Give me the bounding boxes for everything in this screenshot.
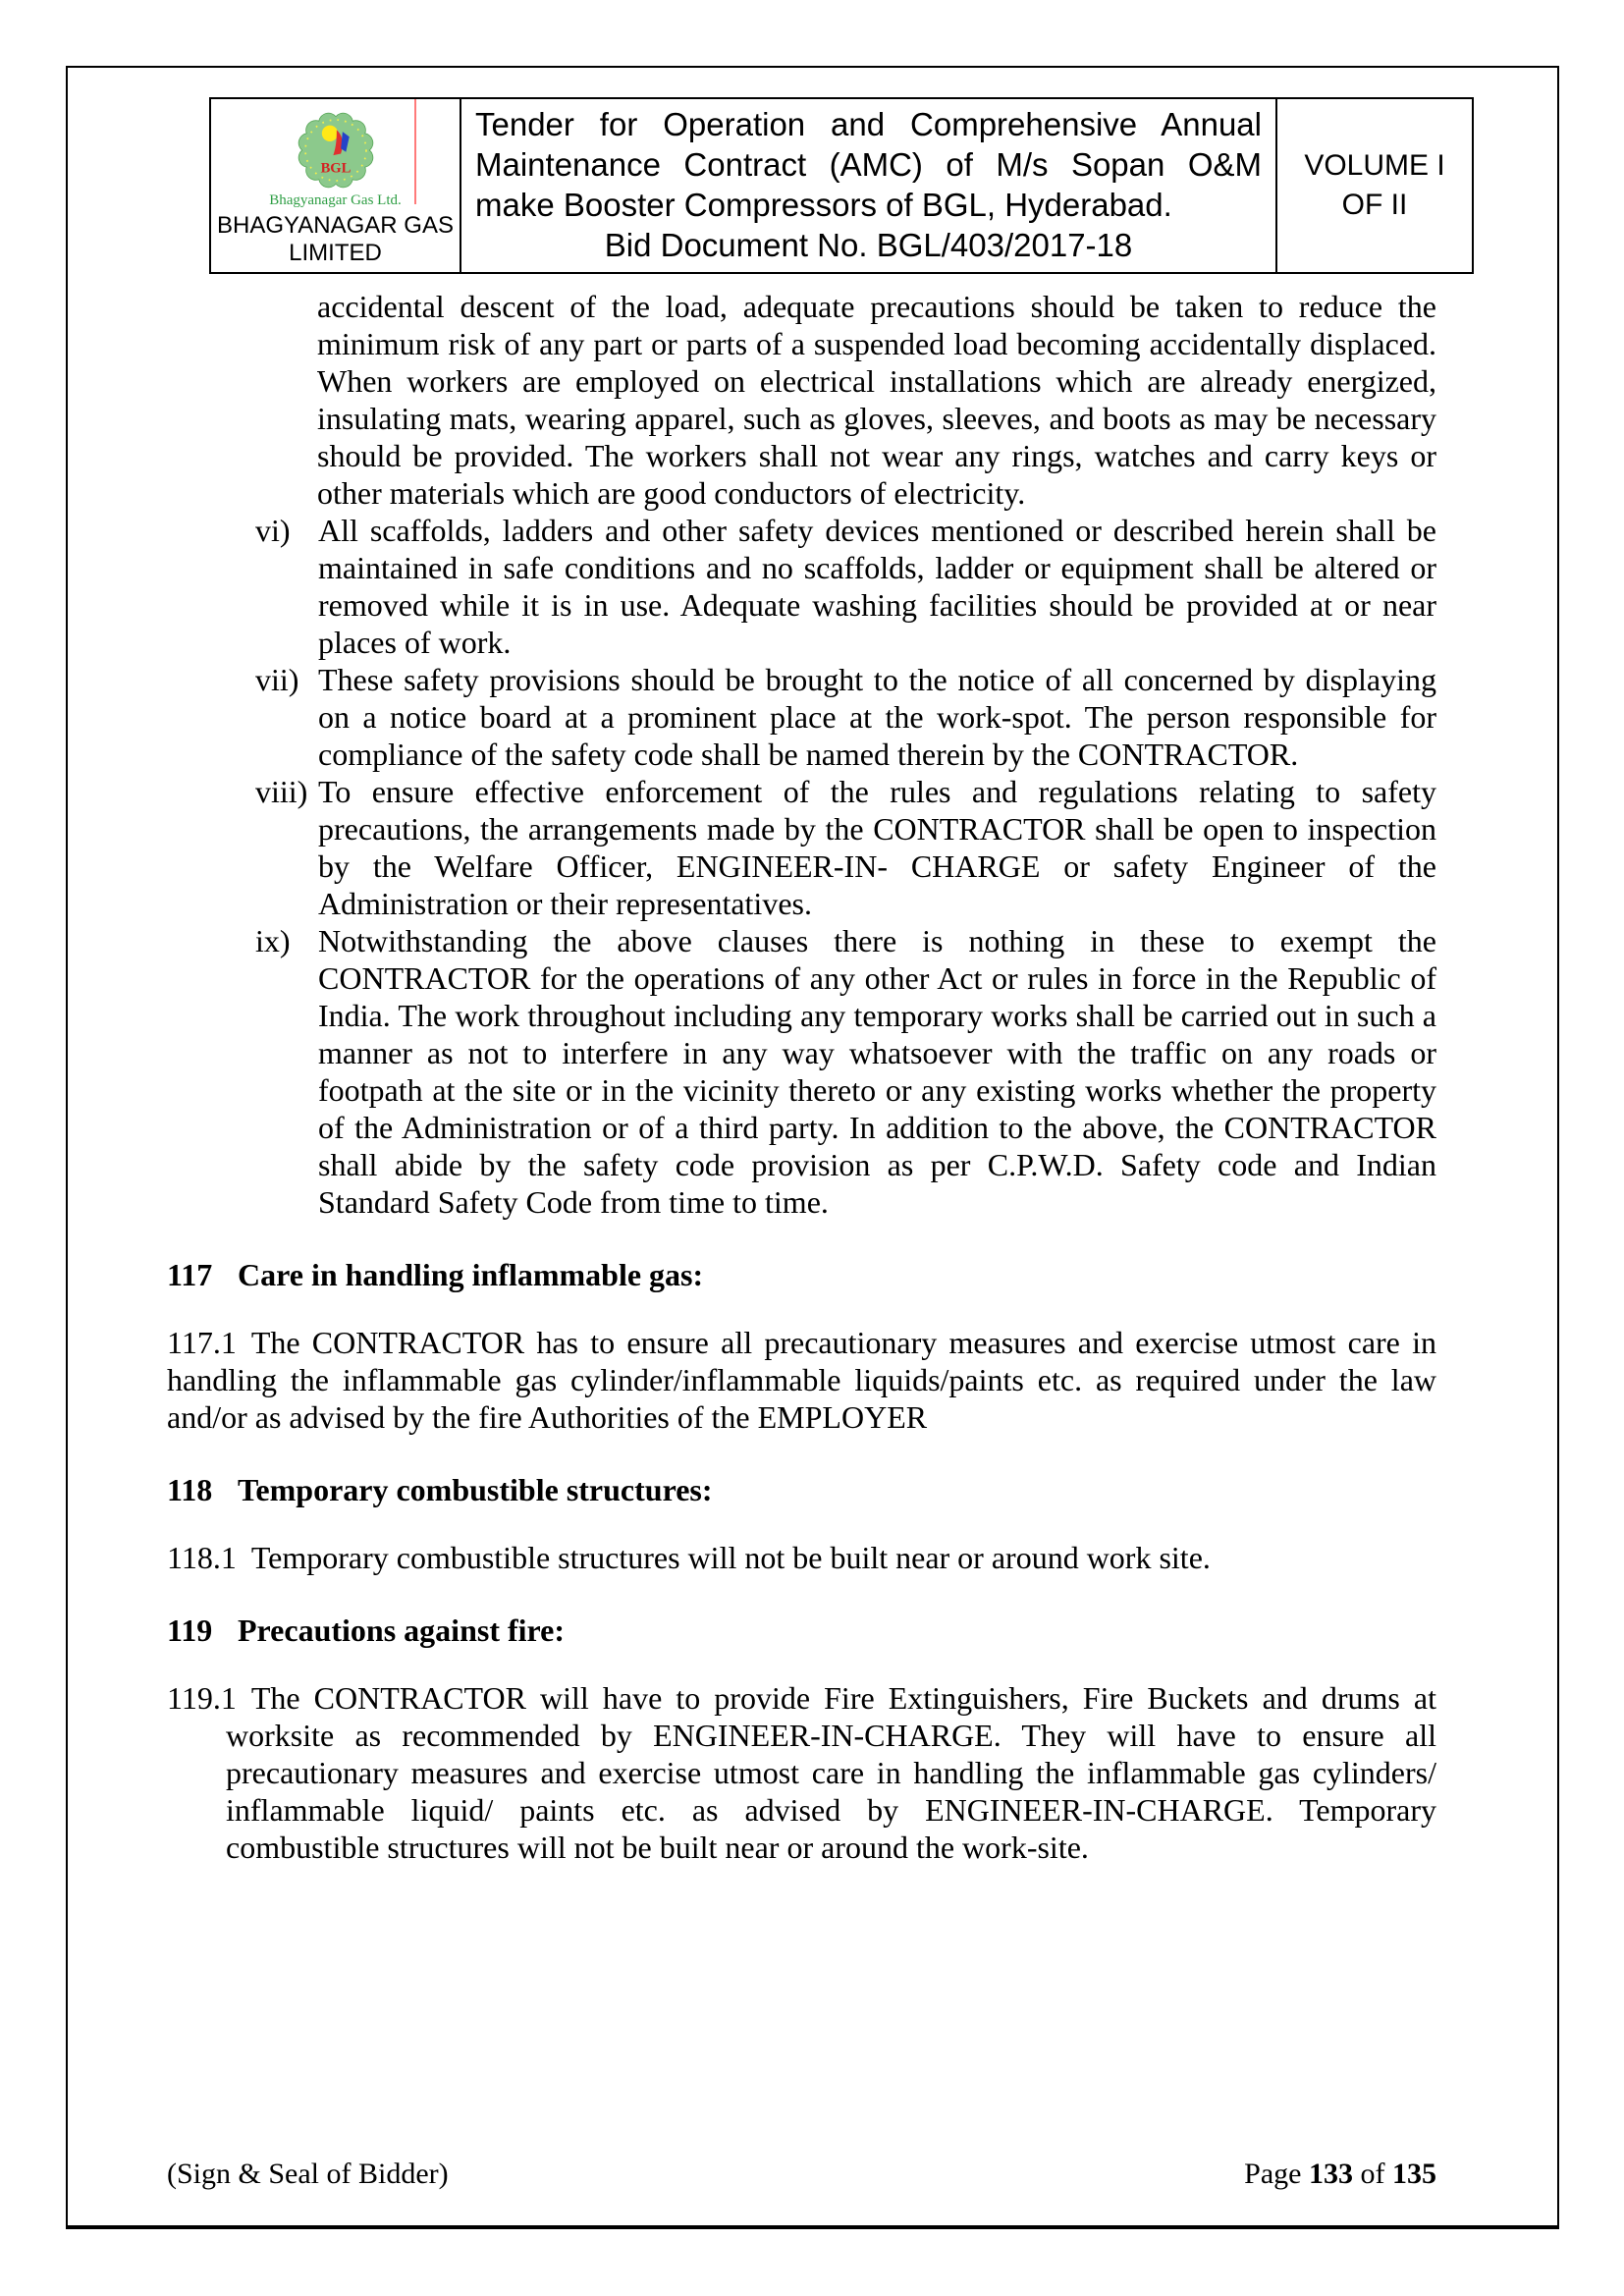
- header-logo-cell: [211, 99, 461, 272]
- header-title-cell: [461, 99, 1275, 272]
- header-table: [209, 97, 1474, 274]
- list-number: viii): [255, 774, 308, 809]
- clause-number: 117.1: [167, 1325, 237, 1360]
- clause-number: 118.1: [167, 1540, 237, 1575]
- document-body: [167, 288, 1436, 1866]
- page-number: [1244, 2157, 1436, 2192]
- tender-title-line: make Booster Compressors of BGL, Hyderabad.: [475, 187, 1172, 223]
- logo-monogram: BGL: [320, 160, 351, 177]
- list-number: ix): [255, 923, 291, 958]
- clause-119-1: [167, 1679, 1436, 1866]
- section-title: Care in handling inflammable gas:: [238, 1257, 704, 1292]
- clause-text: The CONTRACTOR has to ensure all precautionary measures and exercise utmost care in handling the inflammable gas cylinder/inflammable liquids/paints etc. as required under the law and/or as advised by the fire Authorities of the EMPLOYER: [167, 1325, 1436, 1435]
- section-heading-119: [167, 1612, 1436, 1649]
- clause-text: The CONTRACTOR will have to provide Fire Extinguishers, Fire Buckets and drums at worksite as recommended by ENGINEER-IN-CHARGE. They will have to ensure all precautionary measures and exercise utmost care in handling the inflammable gas cylinders/ inflammable liquid/ paints etc. as advised by ENGINEER-IN-CHARGE. Temporary combustible structures will not be built near or around the work-site.: [226, 1680, 1436, 1865]
- list-item-viii: [167, 773, 1436, 922]
- clause-text: Temporary combustible structures will not be built near or around work site.: [250, 1540, 1211, 1575]
- volume-line: VOLUME I: [1304, 149, 1445, 182]
- red-rule: [414, 99, 416, 204]
- page-word: Page: [1244, 2158, 1302, 2190]
- of-word: of: [1360, 2158, 1385, 2190]
- section-number: 117: [167, 1257, 213, 1292]
- section-title: Precautions against fire:: [238, 1613, 565, 1648]
- page-total: 135: [1392, 2158, 1436, 2190]
- section-heading-117: [167, 1256, 1436, 1293]
- tender-title-line: Tender for Operation and Comprehensive Annual: [475, 106, 1262, 142]
- clause-117-1: [167, 1324, 1436, 1436]
- list-text: These safety provisions should be brought to the notice of all concerned by displaying on a notice board at a prominent place at the work-spot. The person responsible for compliance of the safety code shall be named therein by the CONTRACTOR.: [318, 662, 1436, 772]
- list-item-ix: [167, 922, 1436, 1221]
- clause-number: 119.1: [167, 1680, 237, 1716]
- list-number: vi): [255, 513, 291, 548]
- list-text: To ensure effective enforcement of the rules and regulations relating to safety precautions, the arrangements made by the CONTRACTOR shall be open to inspection by the Welfare Officer, ENGINEER-IN- CHARGE or safety Engineer of the Administration or their representatives.: [318, 774, 1436, 921]
- page-current: 133: [1309, 2158, 1353, 2190]
- page-footer: [167, 2157, 1436, 2192]
- bgl-logo-icon: [294, 108, 378, 192]
- list-item-vii: [167, 661, 1436, 773]
- volume-line: OF II: [1341, 189, 1408, 221]
- logo-caption: Bhagyanagar Gas Ltd.: [269, 192, 402, 208]
- tender-title-line: Maintenance Contract (AMC) of M/s Sopan O&M: [475, 146, 1262, 183]
- list-item-vi: [167, 512, 1436, 661]
- list-text: All scaffolds, ladders and other safety devices mentioned or described herein shall be maintained in safe conditions and no scaffolds, ladder or equipment shall be altered or removed while it is in use. Adequate washing facilities should be provided at or near places of work.: [318, 513, 1436, 660]
- section-number: 119: [167, 1613, 213, 1648]
- header-volume-cell: [1275, 99, 1472, 272]
- section-number: 118: [167, 1472, 213, 1507]
- paragraph-intro: accidental descent of the load, adequate precautions should be taken to reduce the minimum risk of any part or parts of a suspended load becoming accidentally displaced. When workers are employed on electrical installations which are already energized, insulating mats, wearing apparel, such as gloves, sleeves, and boots as may be necessary should be provided. The workers shall not wear any rings, watches and carry keys or other materials which are good conductors of electricity.: [317, 289, 1436, 511]
- org-name: BHAGYANAGAR GAS LIMITED: [217, 212, 454, 266]
- section-heading-118: [167, 1471, 1436, 1508]
- section-title: Temporary combustible structures:: [238, 1472, 713, 1507]
- sign-seal-label: (Sign & Seal of Bidder): [167, 2158, 449, 2190]
- list-number: vii): [255, 662, 299, 697]
- clause-118-1: [167, 1539, 1436, 1576]
- list-text: Notwithstanding the above clauses there is nothing in these to exempt the CONTRACTOR for the operations of any other Act or rules in force in the Republic of India. The work throughout including any temporary works shall be carried out in such a manner as not to interfere in any way whatsoever with the traffic on any roads or footpath at the site or in the vicinity thereto or any existing works whether the property of the Administration or of a third party. In addition to the above, the CONTRACTOR shall abide by the safety code provision as per C.P.W.D. Safety code and Indian Standard Safety Code from time to time.: [318, 923, 1436, 1220]
- bid-document-number: Bid Document No. BGL/403/2017-18: [604, 227, 1133, 263]
